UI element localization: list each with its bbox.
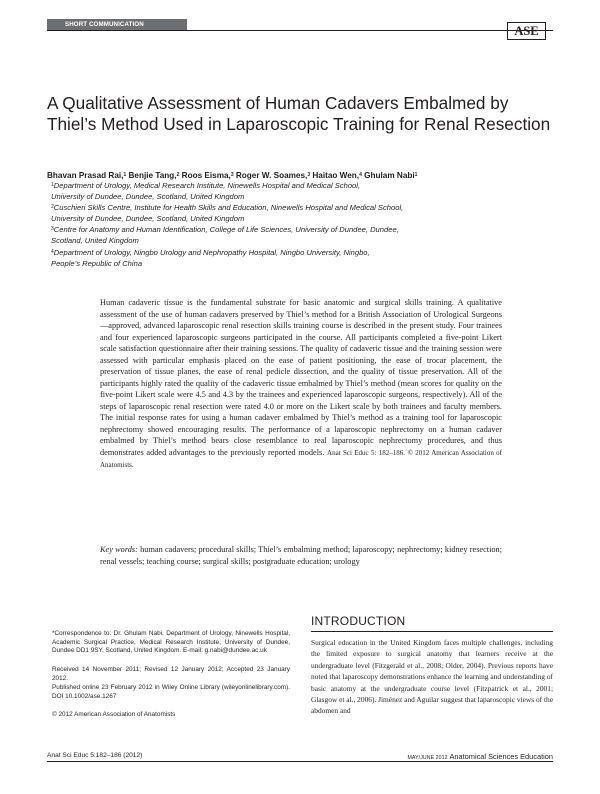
history-dates: Received 14 November 2011; Revised 12 January 2012; Accepted 23 January 2012. — [52, 666, 290, 682]
author-affiliation-mark: 1 — [414, 172, 418, 178]
section-rule — [311, 631, 553, 632]
author-affiliation-mark: 4 — [359, 172, 362, 178]
affiliation: $^2$Cuschieri Skills Centre, Institute for Health Skills and Education, Ninewells Hospital and Medical School, University of Dundee, Dundee, Scotland, United Kingdom — [51, 203, 404, 223]
author-name: Roger W. Soames, — [235, 171, 308, 180]
author-affiliation-mark: 3 — [307, 172, 311, 178]
author-list — [47, 171, 553, 181]
journal-logo: ASE — [507, 22, 546, 40]
affiliation: $^4$Department of Urology, Ningbo Urology and Nephropathy Hospital, Ningbo University, Ningbo, People’s Republic of China — [51, 248, 370, 268]
article-title: A Qualitative Assessment of Human Cadavers Embalmed by Thiel’s Method Used in Laparoscopic Training for Renal Resection — [47, 93, 551, 134]
author-name: Haitao Wen, — [312, 171, 360, 180]
footer-issue: MAY/JUNE 2012 — [407, 755, 448, 761]
keywords-text: human cadavers; procedural skills; Thiel’s embalming method; laparoscopy; nephrectomy; kidney resection; renal vessels; teaching course; surgical skills; postgraduate education; urology — [100, 545, 503, 566]
footer-journal — [380, 752, 553, 761]
affiliation: $^3$Centre for Anatomy and Human Identification, College of Life Sciences, University of Dundee, Dundee, Scotland, United Kingdom — [51, 225, 399, 245]
abstract-copyright: © 2012 American Association of Anatomists. — [100, 448, 503, 469]
footer-rule — [47, 761, 553, 762]
author-name: Roos Eisma, — [181, 171, 231, 180]
author-affiliation-mark: 1 — [123, 172, 127, 178]
footer-citation: Anat Sci Educ 5:182–186 (2012) — [47, 752, 143, 759]
author-name: Ghulam Nabi — [364, 171, 415, 180]
abstract — [100, 297, 502, 472]
keywords-label: Key words: — [100, 545, 138, 554]
abstract-text: Human cadaveric tissue is the fundamental substrate for basic anatomic and surgical skills training. A qualitative assessment of the use of human cadavers preserved by Thiel’s method for a British Association of Urological Surgeons—approved, advanced laparoscopic renal resection skills training course is described in the present study. Four trainees and four experienced laparoscopic surgeons participated in the course. All participants completed a five-point Likert scale satisfaction questionnaire after their training sessions. The quality of cadaveric tissue and the training session were assessed with particular emphasis placed on the ease of patient positioning, the ease of trocar placement, the preservation of tissue planes, the ease of renal pedicle dissection, and the quality of tissue preservation. All of the participants highly rated the quality of the cadaveric tissue embalmed by Thiel’s method (mean scores for quality on the five-point Likert scale were 4.5 and 4.3 by the trainees and experienced laparoscopic surgeons, respectively). All of the steps of laparoscopic renal resection were rated 4.0 or more on the Likert scale by both trainees and faculty members. The initial response rates for using a human cadaver embalmed by Thiel’s method as a training tool for laparoscopic nephrectomy showed encouraging results. The performance of a laparoscopic nephrectomy on a human cadaver embalmed by Thiel’s method bears close resemblance to real laparoscopic nephrectomy procedures, and thus demonstrates added advantages to the previously reported models. — [100, 298, 502, 457]
keywords — [100, 544, 502, 567]
journal-citation: Anat Sci Educ 5: 182–186. — [327, 448, 405, 457]
correspondence-note: *Correspondence to: Dr. Ghulam Nabi, Department of Urology, Ninewells Hospital, Academic Surgical Practice, Medical Research Institute, University of Dundee, Dundee DD1 9SY, Scotland, United Kingdom. E-mail: g.nabi@dundee.ac.uk — [52, 630, 290, 655]
author-name: Bhavan Prasad Rai, — [47, 171, 124, 180]
intro-text: Surgical education in the United Kingdom faces multiple challenges, including the limited exposure to surgical anatomy that learners receive at the undergraduate level (Fitzgerald et al., 2008; Older, 2004). Previous reports have noted that laparoscopy demonstrations enhance the learning and understanding of basic anatomy at the undergraduate course level (Fitzpatrick et al., 2001; Glasgow et al., 2006). Jiménez and Aguilar suggest that laparoscopic views of the abdomen and — [311, 638, 553, 716]
author-affiliation-mark: 3 — [230, 172, 234, 178]
copyright-note: © 2012 American Association of Anatomists — [52, 711, 176, 718]
header-rule — [47, 30, 553, 31]
section-label: SHORT COMMUNICATION — [47, 19, 187, 30]
publication-info: Published online 23 February 2012 in Wiley Online Library (wileyonlinelibrary.com). DOI 10.1002/ase.1267 — [52, 684, 290, 700]
author-name: Benjie Tang, — [128, 171, 177, 180]
affiliation: $^1$Department of Urology, Medical Research Institute, Ninewells Hospital and Medical School, University of Dundee, Dundee, Scotland, United Kingdom — [51, 181, 361, 201]
author-affiliation-mark: 2 — [176, 172, 180, 178]
footer-journal-name: Anatomical Sciences Education — [449, 752, 553, 761]
section-heading: INTRODUCTION — [311, 614, 406, 628]
